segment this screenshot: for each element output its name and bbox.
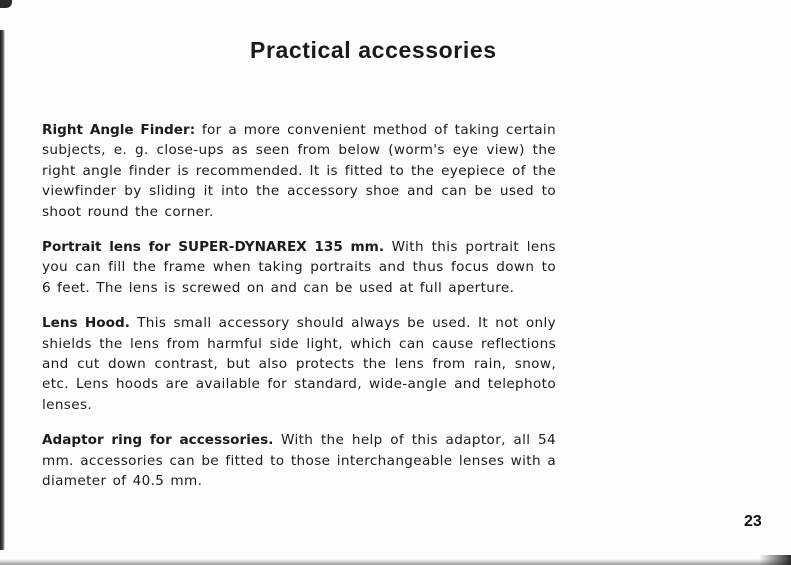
page-number: 23 xyxy=(744,513,762,530)
paragraph-heading: Portrait lens for SUPER-DYNAREX 135 mm. xyxy=(42,239,385,256)
paragraph-text: With this portrait lens you can fill the frame when taking portraits and thus focus down to 6 feet. The lens is screwed on and can be used at full aperture. xyxy=(42,239,556,296)
scan-edge-shadow-corner xyxy=(759,555,791,565)
paragraph-lens-hood xyxy=(42,313,556,415)
scan-edge-shadow-bottom xyxy=(0,559,791,565)
paragraph-heading: Lens Hood. xyxy=(42,315,130,332)
scan-edge-shadow-top xyxy=(0,0,12,8)
paragraph-heading: Right Angle Finder: xyxy=(42,122,196,138)
paragraph-right-angle-finder xyxy=(42,120,556,222)
paragraph-text: for a more convenient method of taking certain subjects, e. g. close-ups as seen from below (worm's eye view) the right angle finder is recommended. It is fitted to the eyepiece of the viewfinder by sliding it into the accessory shoe and can be used to shoot round the corner. xyxy=(42,122,556,220)
page-title: Practical accessories xyxy=(250,37,497,63)
paragraph-text: With the help of this adaptor, all 54 mm. accessories can be fitted to those interchangeable lenses with a diameter of 40.5 mm. xyxy=(42,432,556,490)
paragraph-portrait-lens xyxy=(42,237,556,298)
paragraph-text: This small accessory should always be used. It not only shields the lens from harmful side light, which can cause reflections and cut down contrast, but also protects the lens from rain, snow, etc. Lens hoods are available for standard, wide-angle and telephoto lenses. xyxy=(42,315,556,413)
paragraph-adaptor-ring xyxy=(42,430,556,491)
paragraph-heading: Adaptor ring for accessories. xyxy=(42,432,274,449)
page-body xyxy=(42,120,556,507)
scan-edge-shadow-left xyxy=(0,30,5,550)
